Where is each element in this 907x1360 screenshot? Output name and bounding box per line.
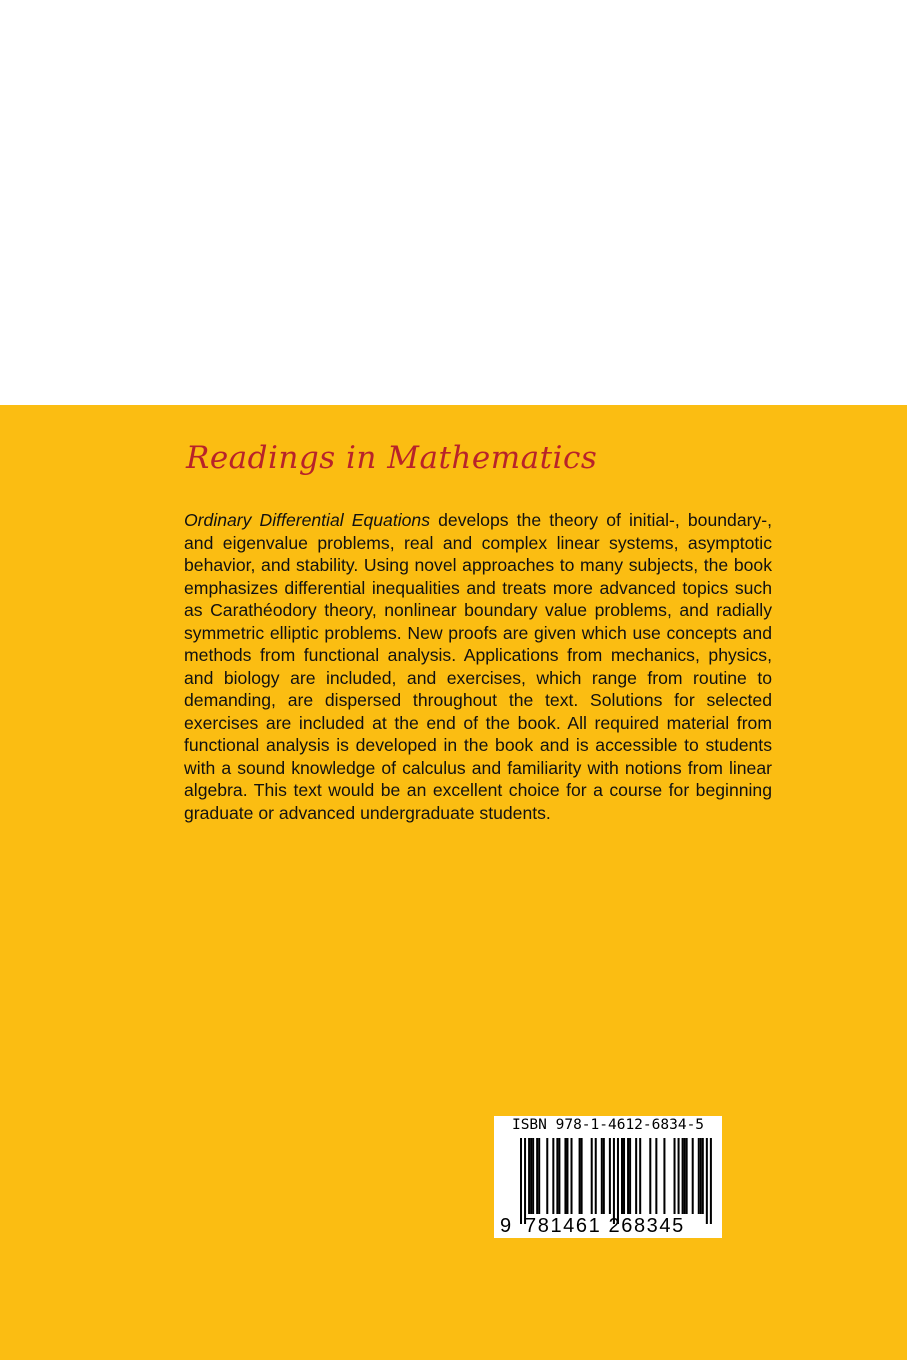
barcode-bar xyxy=(627,1138,629,1214)
barcode-bar xyxy=(532,1138,534,1214)
barcode-bar xyxy=(635,1138,637,1214)
barcode-bar xyxy=(692,1138,694,1214)
barcode-guard-bar xyxy=(706,1138,708,1224)
barcode-bar xyxy=(564,1138,566,1214)
ean-digits: 781461 268345 xyxy=(525,1215,685,1237)
barcode-bar xyxy=(601,1138,603,1214)
barcode-bar xyxy=(678,1138,680,1214)
barcode-bar xyxy=(595,1138,597,1214)
barcode-bar xyxy=(528,1138,530,1214)
white-top-area xyxy=(0,0,907,405)
barcode-bar xyxy=(655,1138,657,1214)
isbn-label: ISBN 978-1-4612-6834-5 xyxy=(511,1117,705,1133)
series-title: Readings in Mathematics xyxy=(186,440,598,476)
barcode-guard-bar xyxy=(617,1138,619,1224)
barcode-bar xyxy=(649,1138,651,1214)
barcode-bar xyxy=(603,1138,605,1214)
barcode-guard-bar xyxy=(613,1138,615,1224)
back-cover-blurb xyxy=(184,509,772,824)
blurb-text: develops the theory of initial-, boundary-, and eigenvalue problems, real and complex linear systems, asymptotic behavior, and stability. Using novel approaches to many subjects, the book emphasizes differential inequalities and treats more advanced topics such as Carathéodory theory, nonlinear boundary value problems, and radially symmetric elliptic problems. New proofs are given which use concepts and methods from functional analysis. Applications from mechanics, physics, and biology are included, and exercises, which range from routine to demanding, are dispersed throughout the text. Solutions for selected exercises are included at the end of the book. All required material from functional analysis is developed in the book and is accessible to students with a sound knowledge of calculus and familiarity with notions from linear algebra. This text would be an excellent choice for a course for beginning graduate or advanced undergraduate students. xyxy=(184,510,773,823)
barcode-bar xyxy=(552,1138,554,1214)
barcode-bar xyxy=(698,1138,700,1214)
barcode-bar xyxy=(581,1138,583,1214)
barcode-bar xyxy=(674,1138,676,1214)
barcode-bar xyxy=(609,1138,611,1214)
barcode-bar xyxy=(591,1138,593,1214)
barcode-bar xyxy=(571,1138,573,1214)
barcode-bar xyxy=(682,1138,684,1214)
book-title: Ordinary Differential Equations xyxy=(184,510,431,530)
barcode-bar xyxy=(629,1138,631,1214)
barcode-bar xyxy=(702,1138,704,1214)
barcode-bar xyxy=(686,1138,688,1214)
barcode-bar xyxy=(700,1138,702,1214)
barcode-bar xyxy=(558,1138,560,1214)
barcode-bar xyxy=(538,1138,540,1214)
barcode-bar xyxy=(556,1138,558,1214)
barcode-guard-bar xyxy=(524,1138,526,1224)
barcode-guard-bar xyxy=(710,1138,712,1224)
barcode-bar xyxy=(546,1138,548,1214)
barcode-guard-bar xyxy=(520,1138,522,1224)
barcode-bar xyxy=(530,1138,532,1214)
barcode-bar xyxy=(663,1138,665,1214)
barcode-bar xyxy=(623,1138,625,1214)
barcode-bar xyxy=(621,1138,623,1214)
ean-first-digit: 9 xyxy=(500,1215,512,1237)
isbn-barcode xyxy=(494,1116,722,1238)
barcode-bar xyxy=(639,1138,641,1214)
barcode-bar xyxy=(566,1138,568,1214)
barcode-bar xyxy=(684,1138,686,1214)
barcode-bar xyxy=(536,1138,538,1214)
barcode-bar xyxy=(579,1138,581,1214)
